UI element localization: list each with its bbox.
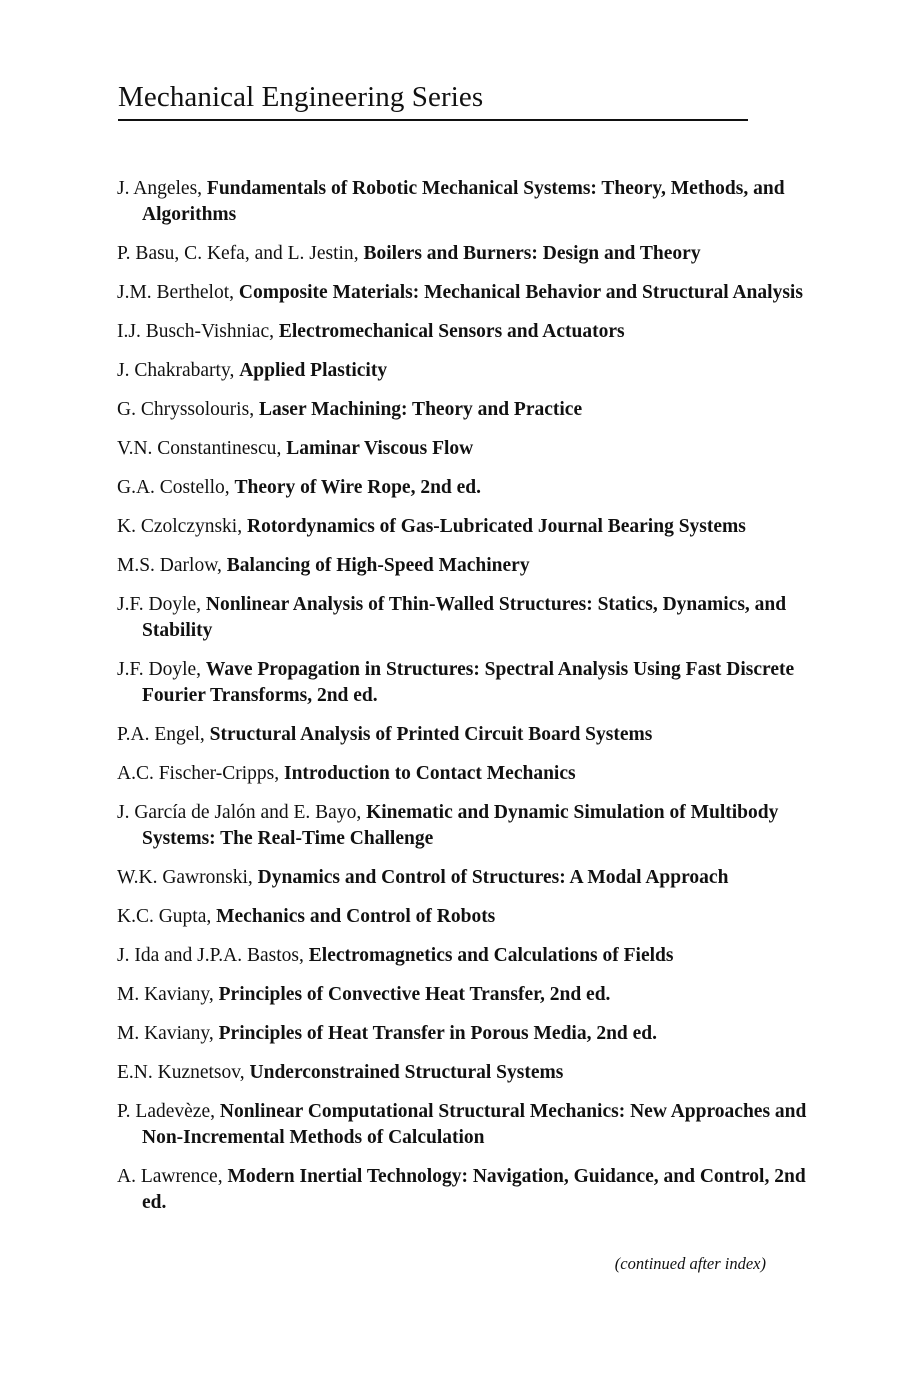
entry-title: Electromechanical Sensors and Actuators [278,321,625,342]
entry-title: Underconstrained Structural Systems [249,1062,564,1083]
entry-title: Laser Machining: Theory and Practice [258,399,583,420]
entry-title: Introduction to Contact Mechanics [283,763,576,784]
entry-title: Structural Analysis of Printed Circuit Board Systems [209,724,653,745]
entry-author: M. Kaviany [117,1023,209,1044]
entry-author: J. Ida and J.P.A. Bastos [117,945,300,966]
entry-author: G. Chryssolouris [117,399,250,420]
entry-author: M. Kaviany [117,984,209,1005]
list-item: A. Lawrence, Modern Inertial Technology: Navigation, Guidance, and Control, 2nd ed. [117,1166,806,1213]
entry-author: J. Chakrabarty [117,360,230,381]
continued-note: (continued after index) [614,1254,766,1273]
entry-author: A. Lawrence [117,1166,218,1187]
list-item: M. Kaviany, Principles of Heat Transfer in Porous Media, 2nd ed. [117,1023,658,1044]
list-item: J.M. Berthelot, Composite Materials: Mechanical Behavior and Structural Analysis [117,282,803,303]
entry-author: E.N. Kuznetsov [117,1062,240,1083]
list-item: J. Chakrabarty, Applied Plasticity [117,360,388,381]
list-item: K. Czolczynski, Rotordynamics of Gas-Lubricated Journal Bearing Systems [117,516,746,537]
entry-author: J. Angeles [117,178,198,199]
list-item: K.C. Gupta, Mechanics and Control of Robots [117,906,496,927]
entry-title: Principles of Heat Transfer in Porous Media, 2nd ed. [218,1023,658,1044]
entry-title: Modern Inertial Technology: Navigation, Guidance, and Control, 2nd ed. [142,1166,806,1213]
entry-author: G.A. Costello [117,477,225,498]
entry-author: M.S. Darlow [117,555,218,576]
book-list [117,176,827,1229]
entry-author: K. Czolczynski [117,516,238,537]
entry-title: Boilers and Burners: Design and Theory [363,243,701,264]
list-item: W.K. Gawronski, Dynamics and Control of Structures: A Modal Approach [117,867,729,888]
list-item: M. Kaviany, Principles of Convective Heat Transfer, 2nd ed. [117,984,611,1005]
title-rule-divider [118,119,748,121]
list-item: J. Ida and J.P.A. Bastos, Electromagnetics and Calculations of Fields [117,945,674,966]
entry-title: Wave Propagation in Structures: Spectral Analysis Using Fast Discrete Fourier Transforms, 2nd ed. [142,659,795,706]
entry-title: Balancing of High-Speed Machinery [226,555,530,576]
list-item: J.F. Doyle, Wave Propagation in Structures: Spectral Analysis Using Fast Discrete Fourier Transforms, 2nd ed. [117,659,795,706]
list-item: J.F. Doyle, Nonlinear Analysis of Thin-Walled Structures: Statics, Dynamics, and Stability [117,594,787,641]
list-item: M.S. Darlow, Balancing of High-Speed Machinery [117,555,530,576]
entry-title: Dynamics and Control of Structures: A Modal Approach [257,867,729,888]
list-item: E.N. Kuznetsov, Underconstrained Structural Systems [117,1062,564,1083]
entry-author: K.C. Gupta [117,906,207,927]
entry-title: Rotordynamics of Gas-Lubricated Journal Bearing Systems [246,516,746,537]
list-item: P.A. Engel, Structural Analysis of Printed Circuit Board Systems [117,724,653,745]
entry-author: P. Basu, C. Kefa, and L. Jestin [117,243,354,264]
list-item: J. García de Jalón and E. Bayo, Kinematic and Dynamic Simulation of Multibody Systems: The Real-Time Challenge [117,802,779,849]
entry-author: J. García de Jalón and E. Bayo [117,802,357,823]
entry-title: Nonlinear Computational Structural Mechanics: New Approaches and Non-Incremental Methods of Calculation [142,1101,807,1148]
entry-title: Nonlinear Analysis of Thin-Walled Structures: Statics, Dynamics, and Stability [142,594,787,641]
entry-title: Applied Plasticity [239,360,388,381]
list-item: I.J. Busch-Vishniac, Electromechanical Sensors and Actuators [117,321,625,342]
entry-author: V.N. Constantinescu [117,438,277,459]
entry-author: P.A. Engel [117,724,200,745]
entry-title: Laminar Viscous Flow [286,438,474,459]
entry-title: Electromagnetics and Calculations of Fields [308,945,674,966]
entry-title: Fundamentals of Robotic Mechanical Systems: Theory, Methods, and Algorithms [142,178,785,225]
list-item: P. Basu, C. Kefa, and L. Jestin, Boilers and Burners: Design and Theory [117,243,701,264]
entry-author: P. Ladevèze [117,1101,211,1122]
entry-author: W.K. Gawronski [117,867,248,888]
list-item: P. Ladevèze, Nonlinear Computational Structural Mechanics: New Approaches and Non-Incremental Methods of Calculation [117,1101,807,1148]
list-item: V.N. Constantinescu, Laminar Viscous Flow [117,438,474,459]
entry-title: Composite Materials: Mechanical Behavior and Structural Analysis [238,282,803,303]
entry-author: J.M. Berthelot [117,282,230,303]
entry-author: A.C. Fischer-Cripps [117,763,275,784]
entry-title: Mechanics and Control of Robots [216,906,496,927]
entry-title: Theory of Wire Rope, 2nd ed. [234,477,482,498]
list-item: G.A. Costello, Theory of Wire Rope, 2nd ed. [117,477,482,498]
entry-author: J.F. Doyle [117,594,197,615]
entry-author: J.F. Doyle [117,659,197,680]
list-item: G. Chryssolouris, Laser Machining: Theory and Practice [117,399,583,420]
list-item: A.C. Fischer-Cripps, Introduction to Contact Mechanics [117,763,576,784]
entry-author: I.J. Busch-Vishniac [117,321,270,342]
list-item: J. Angeles, Fundamentals of Robotic Mechanical Systems: Theory, Methods, and Algorithms [117,178,785,225]
entry-title: Kinematic and Dynamic Simulation of Multibody Systems: The Real-Time Challenge [142,802,779,849]
entry-title: Principles of Convective Heat Transfer, 2nd ed. [218,984,611,1005]
page-title: Mechanical Engineering Series [118,81,484,113]
